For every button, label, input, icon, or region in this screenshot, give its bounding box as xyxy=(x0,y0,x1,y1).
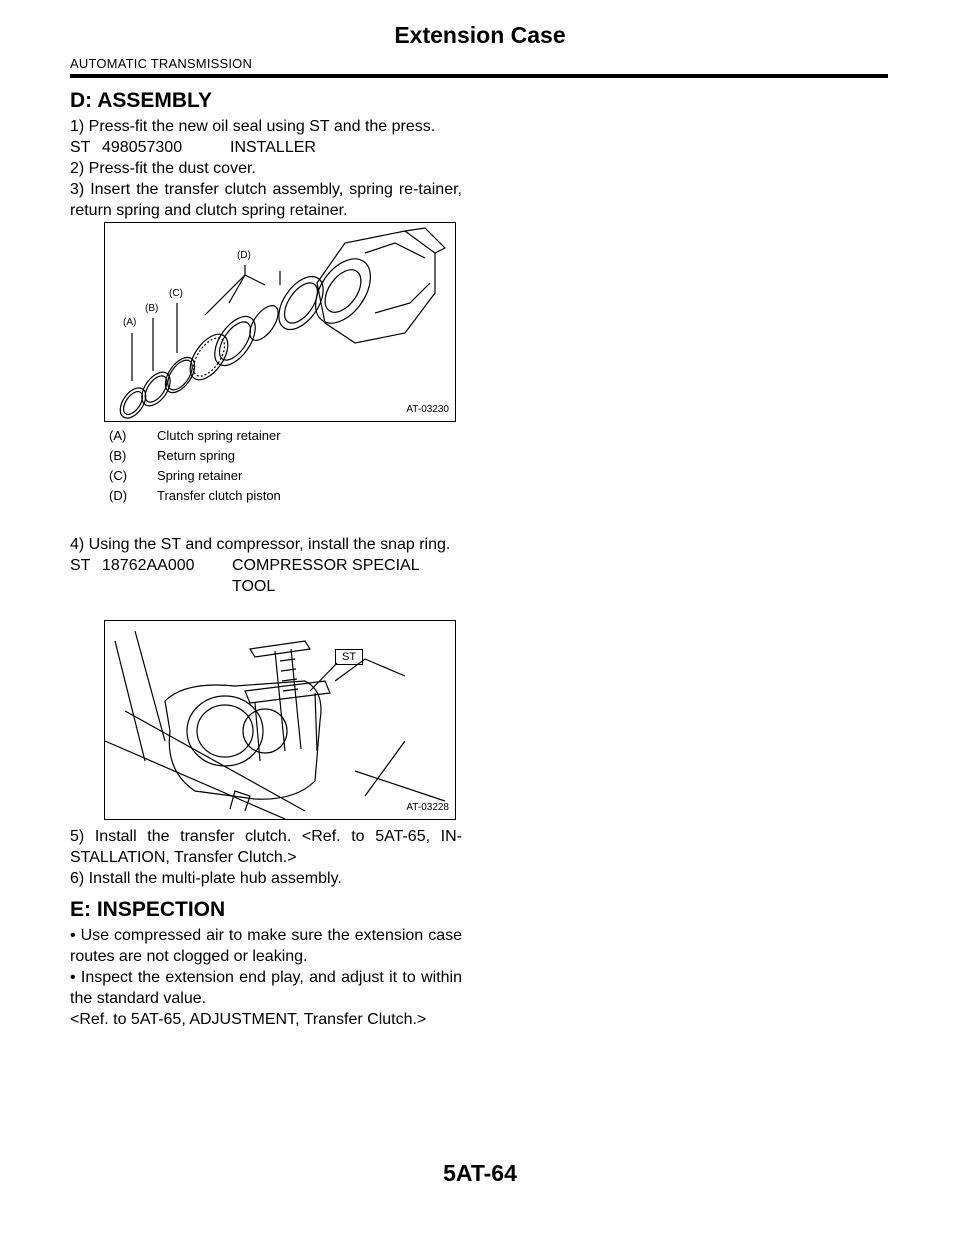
legend-row xyxy=(105,488,455,508)
assembly-step-5: 5) Install the transfer clutch. <Ref. to 5AT-65, IN-STALLATION, Transfer Clutch.> xyxy=(70,828,462,866)
section-header: AUTOMATIC TRANSMISSION xyxy=(70,56,253,71)
legend-row xyxy=(105,428,455,448)
legend-text: Return spring xyxy=(157,448,236,463)
parts-illustration xyxy=(105,223,455,421)
page-title: Extension Case xyxy=(394,22,566,48)
compressor-illustration xyxy=(105,621,455,819)
inspection-reference: <Ref. to 5AT-65, ADJUSTMENT, Transfer Clutch.> xyxy=(70,1011,427,1028)
tool-st-label: ST xyxy=(70,557,91,574)
tool-code: 18762AA000 xyxy=(102,557,195,574)
legend-text: Transfer clutch piston xyxy=(157,488,281,503)
legend-key: (A) xyxy=(109,428,127,443)
assembly-step-3: 3) Insert the transfer clutch assembly, spring re-tainer, return spring and clutch spring retainer. xyxy=(70,181,462,219)
lower-section xyxy=(70,826,462,1030)
assembly-section xyxy=(70,88,462,221)
label-b: (B) xyxy=(145,303,159,314)
tool-name: INSTALLER xyxy=(230,139,316,156)
header-rule xyxy=(70,74,888,78)
legend-key: (B) xyxy=(109,448,127,463)
assembly-step-1: 1) Press-fit the new oil seal using ST and the press. xyxy=(70,118,436,135)
label-a: (A) xyxy=(123,317,137,328)
figure-id: AT-03228 xyxy=(406,802,449,813)
figure-id: AT-03230 xyxy=(406,404,449,415)
legend-row xyxy=(105,468,455,488)
tool-row-2 xyxy=(70,555,462,597)
inspection-heading: E: INSPECTION xyxy=(70,898,226,921)
legend-key: (C) xyxy=(109,468,128,483)
assembly-step-6: 6) Install the multi-plate hub assembly. xyxy=(70,870,342,887)
tool-st-label: ST xyxy=(70,139,91,156)
assembly-step-4-block xyxy=(70,534,462,597)
legend-text: Spring retainer xyxy=(157,468,243,483)
legend-text: Clutch spring retainer xyxy=(157,428,281,443)
assembly-heading: D: ASSEMBLY xyxy=(70,89,212,112)
inspection-bullet-2: • Inspect the extension end play, and adjust it to within the standard value. xyxy=(70,969,462,1007)
tool-name: COMPRESSOR SPECIAL TOOL xyxy=(232,557,420,595)
label-d: (D) xyxy=(237,250,251,261)
assembly-step-2: 2) Press-fit the dust cover. xyxy=(70,160,256,177)
tool-row-1 xyxy=(70,137,462,158)
inspection-bullet-1: • Use compressed air to make sure the extension case routes are not clogged or leaking. xyxy=(70,927,462,965)
legend-key: (D) xyxy=(109,488,128,503)
legend-row xyxy=(105,448,455,468)
figure-compressor-st xyxy=(104,620,456,820)
assembly-step-4: 4) Using the ST and compressor, install the snap ring. xyxy=(70,536,451,553)
figure-transfer-clutch-parts xyxy=(104,222,456,422)
st-label-box: ST xyxy=(335,649,363,665)
page-number: 5AT-64 xyxy=(443,1160,517,1186)
label-c: (C) xyxy=(169,288,183,299)
tool-code: 498057300 xyxy=(102,139,183,156)
figure-legend xyxy=(105,428,455,508)
